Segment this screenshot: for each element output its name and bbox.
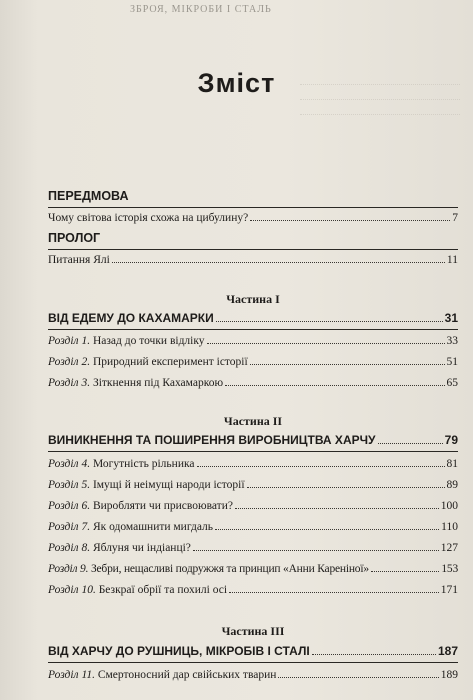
- toc-entry[interactable]: Розділ 1. Назад до точки відліку 33: [48, 334, 458, 347]
- divider: [48, 451, 458, 452]
- part-heading: Частина I: [226, 292, 280, 306]
- toc-entry[interactable]: Розділ 2. Природний експеримент історії 51: [48, 355, 458, 368]
- toc-entry[interactable]: Розділ 4. Могутність рільника 81: [48, 457, 458, 470]
- part-heading: Частина II: [223, 414, 283, 428]
- page-title: Зміст: [197, 68, 276, 98]
- toc-entry[interactable]: Розділ 5. Імущі й неімущі народи історії 89: [48, 478, 458, 491]
- divider: [48, 662, 458, 663]
- part-heading: Частина III: [221, 624, 285, 638]
- toc-entry[interactable]: Розділ 9. Зебри, нещасливі подружжя та принцип «Анни Кареніної» 153: [48, 562, 458, 575]
- toc-entry[interactable]: Розділ 8. Яблуня чи індіанці? 127: [48, 541, 458, 554]
- toc-part-title[interactable]: ВІД ЕДЕМУ ДО КАХАМАРКИ 31: [48, 311, 458, 325]
- toc-entry[interactable]: Розділ 7. Як одомашнити мигдаль 110: [48, 520, 458, 533]
- divider: [48, 329, 458, 330]
- toc-part-title[interactable]: ВІД ХАРЧУ ДО РУШНИЦЬ, МІКРОБІВ І СТАЛІ 187: [48, 644, 458, 658]
- toc-entry[interactable]: Розділ 10. Безкраї обрії та похилі осі 171: [48, 583, 458, 596]
- toc-entry[interactable]: Питання Ялі 11: [48, 253, 458, 266]
- running-head: ЗБРОЯ, МІКРОБИ І СТАЛЬ: [130, 4, 272, 15]
- toc-section-prologue[interactable]: ПРОЛОГ: [48, 231, 101, 245]
- toc-section-foreword[interactable]: ПЕРЕДМОВА: [48, 189, 129, 203]
- divider: [48, 249, 458, 250]
- toc-entry[interactable]: Розділ 3. Зіткнення під Кахамаркою 65: [48, 376, 458, 389]
- toc-entry[interactable]: Розділ 11. Смертоносний дар свійських тварин 189: [48, 668, 458, 681]
- toc-entry[interactable]: Розділ 6. Виробляти чи присвоювати? 100: [48, 499, 458, 512]
- toc-part-title[interactable]: ВИНИКНЕННЯ ТА ПОШИРЕННЯ ВИРОБНИЦТВА ХАРЧУ 79: [48, 433, 458, 447]
- divider: [48, 207, 458, 208]
- toc-entry[interactable]: Чому світова історія схожа на цибулину? 7: [48, 211, 458, 224]
